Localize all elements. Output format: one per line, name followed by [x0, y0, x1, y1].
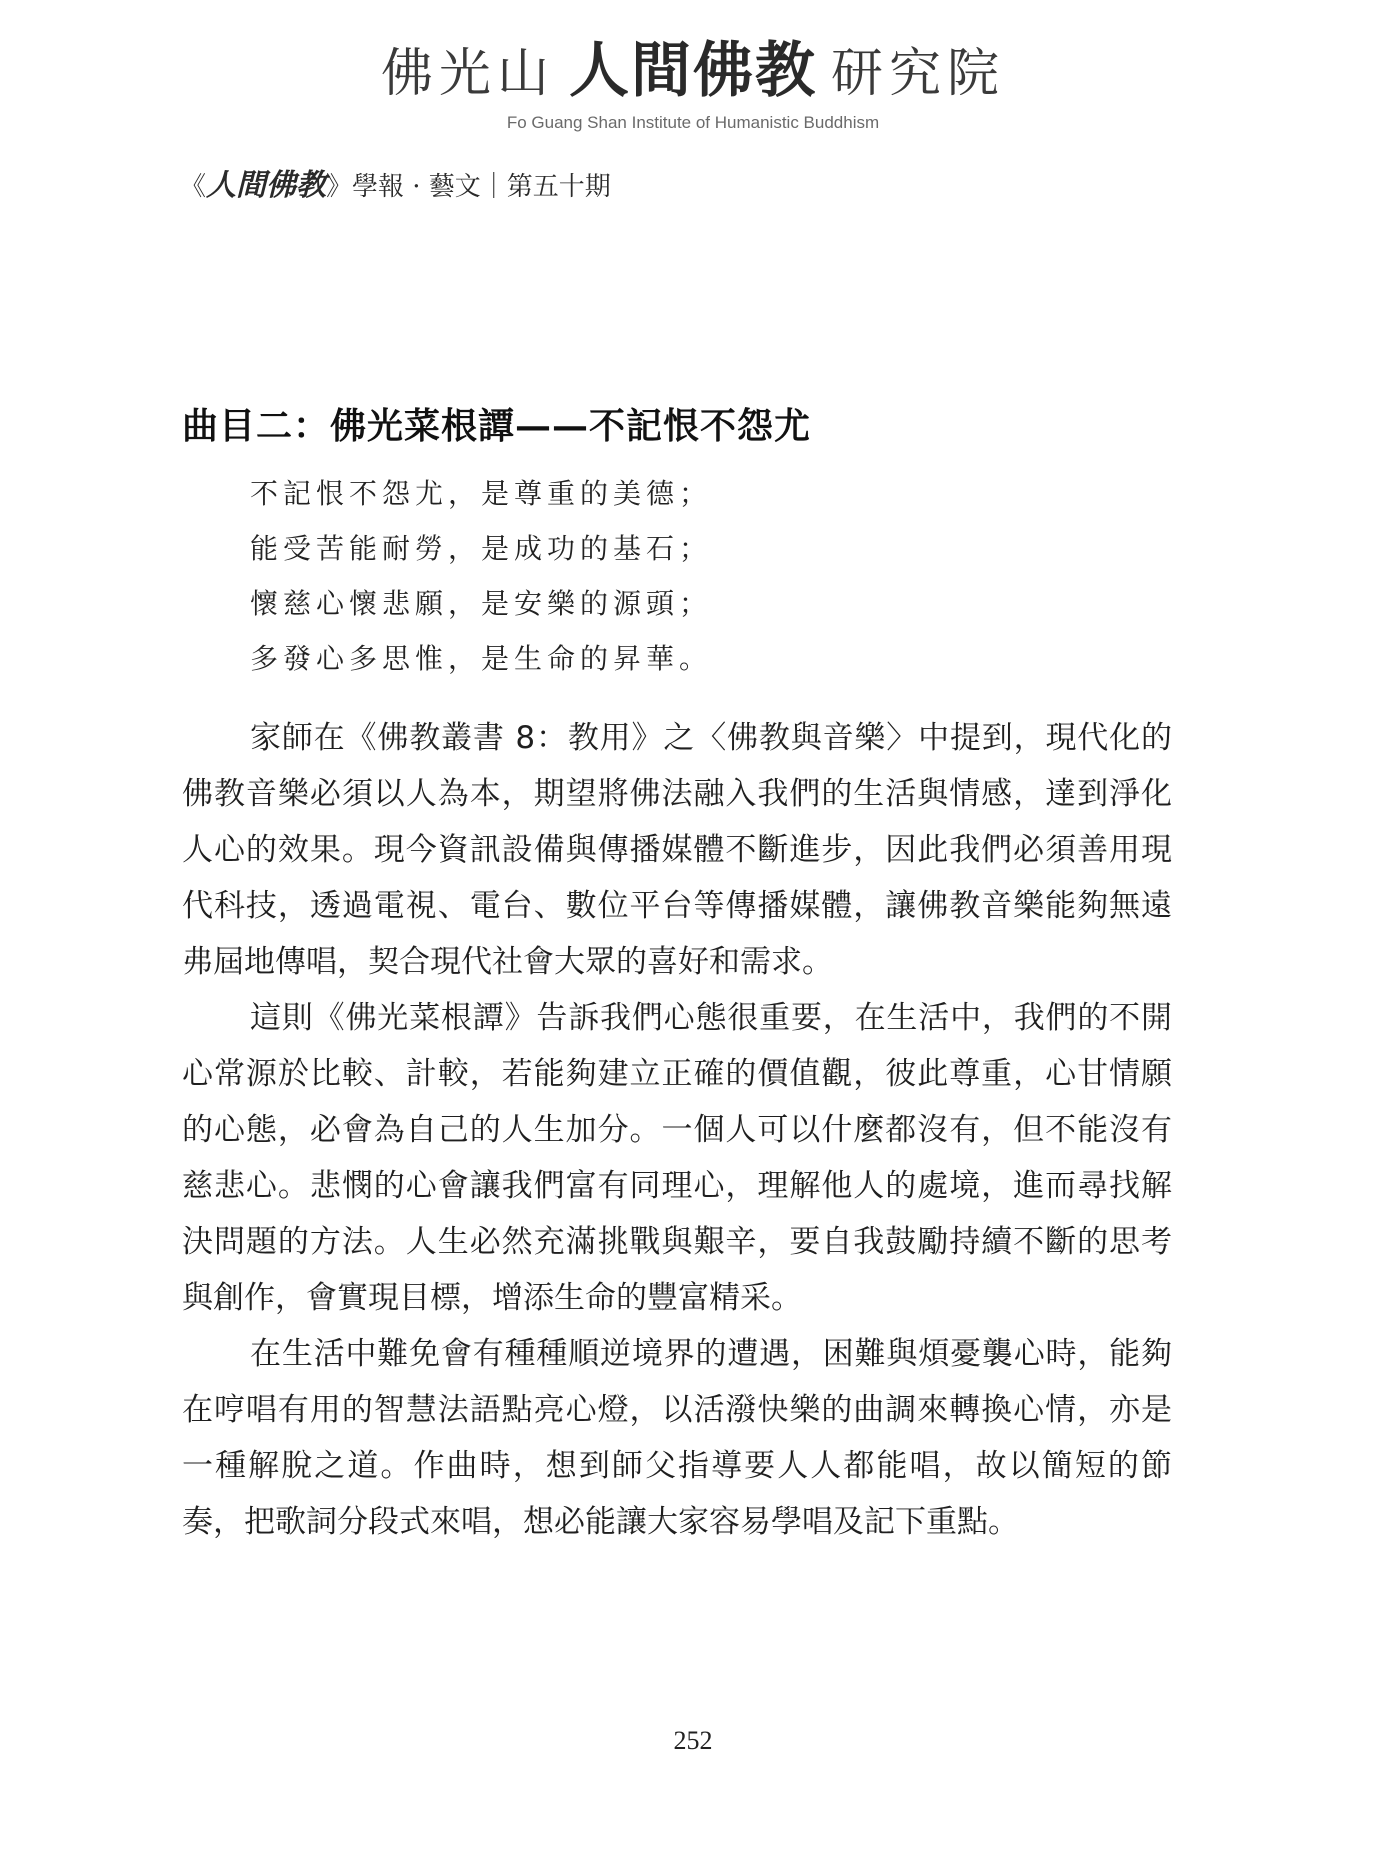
section-title: 曲目二：佛光菜根譚——不記恨不怨尤 [182, 405, 812, 447]
journal-running-header [180, 160, 611, 204]
institute-suffix: 研究院 [831, 44, 1006, 104]
institute-prefix: 佛光山 [380, 44, 555, 104]
poem-line: 能受苦能耐勞，是成功的基石； [250, 532, 713, 565]
body-text [182, 710, 1172, 1550]
paragraph: 家師在《佛教叢書 8：教用》之〈佛教與音樂〉中提到，現代化的佛教音樂必須以人為本，期望將佛法融入我們的生活與情感，達到淨化人心的效果。現今資訊設備與傳播媒體不斷進步，因此我們必須善用現代科技，透過電視、電台、數位平台等傳播媒體，讓佛教音樂能夠無遠弗屆地傳唱，契合現代社會大眾的喜好和需求。 [182, 720, 1172, 980]
journal-brand-logo: 人間佛教 [206, 168, 327, 203]
institute-brand-logo: 人間佛教 [569, 36, 817, 106]
journal-open-bracket: 《 [180, 172, 207, 202]
institute-title [0, 36, 1386, 109]
paragraph: 在生活中難免會有種種順逆境界的遭遇，困難與煩憂襲心時，能夠在哼唱有用的智慧法語點亮心燈，以活潑快樂的曲調來轉換心情，亦是一種解脫之道。作曲時，想到師父指導要人人都能唱，故以簡短的節奏，把歌詞分段式來唱，想必能讓大家容易學唱及記下重點。 [182, 1336, 1172, 1540]
lyrics-poem [250, 466, 712, 686]
poem-line: 不記恨不怨尤，是尊重的美德； [250, 477, 713, 510]
poem-line: 多發心多思惟，是生命的昇華。 [250, 642, 713, 675]
institute-header [0, 36, 1386, 133]
paragraph: 這則《佛光菜根譚》告訴我們心態很重要，在生活中，我們的不開心常源於比較、計較，若能夠建立正確的價值觀，彼此尊重，心甘情願的心態，必會為自己的人生加分。一個人可以什麼都沒有，但不能沒有慈悲心。悲憫的心會讓我們富有同理心，理解他人的處境，進而尋找解決問題的方法。人生必然充滿挑戰與艱辛，要自我鼓勵持續不斷的思考與創作，會實現目標，增添生命的豐富精采。 [182, 1000, 1172, 1316]
institute-english-name: Fo Guang Shan Institute of Humanistic Buddhism [506, 113, 880, 132]
poem-line: 懷慈心懷悲願，是安樂的源頭； [250, 587, 713, 620]
journal-issue-info: 》學報 · 藝文｜第五十期 [326, 172, 611, 202]
page-number: 252 [673, 1726, 713, 1755]
